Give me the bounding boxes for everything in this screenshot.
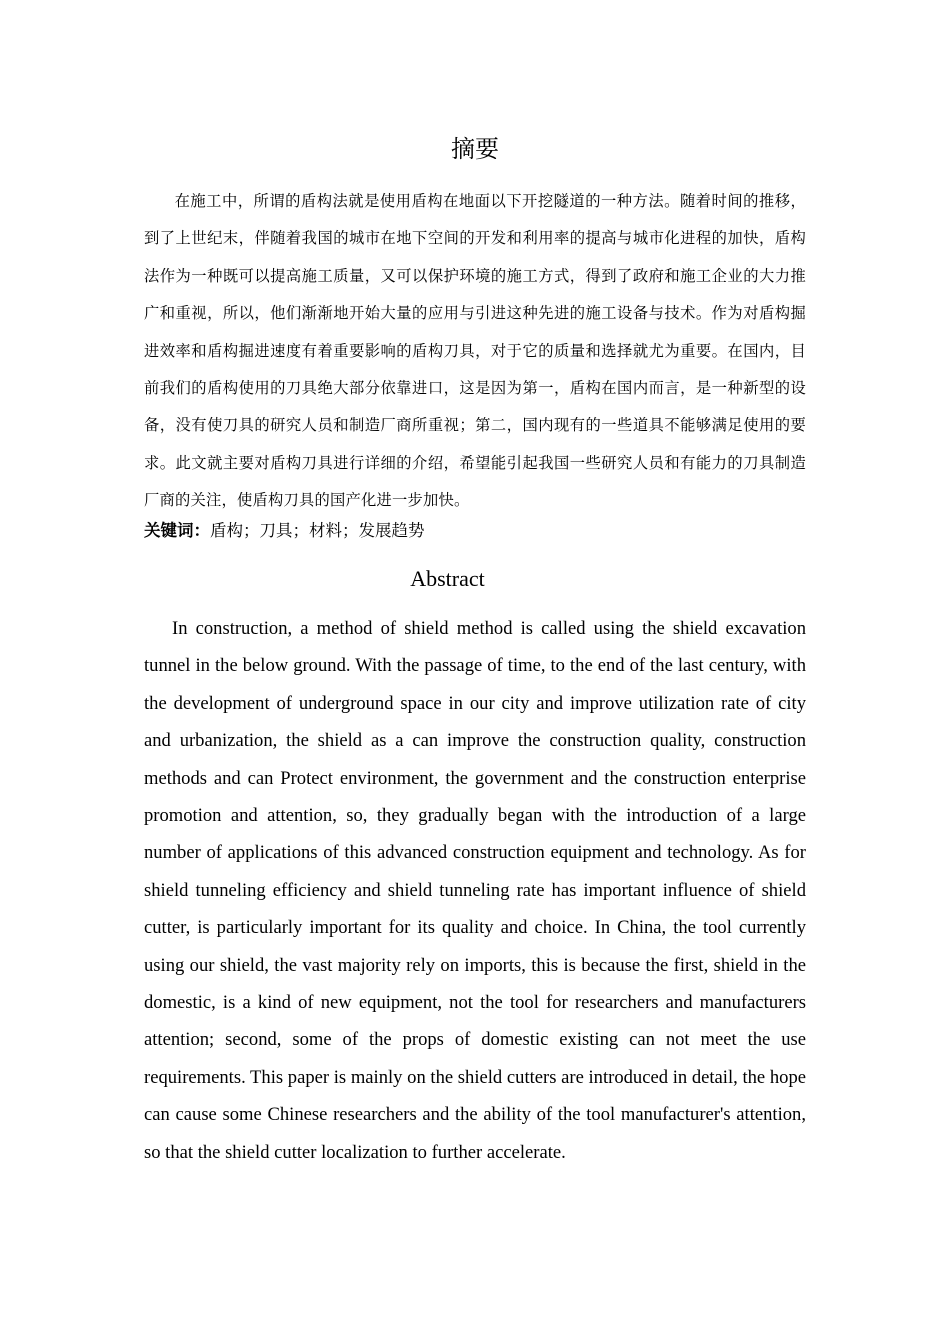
chinese-abstract-body: 在施工中，所谓的盾构法就是使用盾构在地面以下开挖隧道的一种方法。随着时间的推移，到了上世纪末，伴随着我国的城市在地下空间的开发和利用率的提高与城市化进程的加快，盾构法作为一种既可以提高施工质量，又可以保护环境的施工方式，得到了政府和施工企业的大力推广和重视，所以，他们渐渐地开始大量的应用与引进这种先进的施工设备与技术。作为对盾构掘进效率和盾构掘进速度有着重要影响的盾构刀具，对于它的质量和选择就尤为重要。在国内，目前我们的盾构使用的刀具绝大部分依靠进口，这是因为第一，盾构在国内而言，是一种新型的设备，没有使刀具的研究人员和制造厂商所重视；第二，国内现有的一些道具不能够满足使用的要求。此文就主要对盾构刀具进行详细的介绍，希望能引起我国一些研究人员和有能力的刀具制造厂商的关注，使盾构刀具的国产化进一步加快。	[144, 192, 806, 510]
keywords-label: 关键词：	[144, 521, 210, 540]
chinese-keywords	[144, 516, 806, 546]
english-abstract-title: Abstract	[410, 566, 485, 591]
chinese-abstract-title: 摘要	[451, 135, 499, 163]
english-abstract-body: In construction, a method of shield method is called using the shield excavation tunnel in the below ground. With the passage of time, to the end of the last century, with the development of underground space in our city and improve utilization rate of city and urbanization, the shield as a can improve the construction quality, construction methods and can Protect environment, the government and the construction enterprise promotion and attention, so, they gradually began with the introduction of a large number of applications of this advanced construction equipment and technology. As for shield tunneling efficiency and shield tunneling rate has important influence of shield cutter, is particularly important for its quality and choice. In China, the tool currently using our shield, the vast majority rely on imports, this is because the first, shield in the domestic, is a kind of new equipment, not the tool for researchers and manufacturers attention; second, some of the props of domestic existing can not meet the use requirements. This paper is mainly on the shield cutters are introduced in detail, the hope can cause some Chinese researchers and the ability of the tool manufacturer's attention, so that the shield cutter localization to further accelerate.	[144, 618, 806, 1163]
keywords-list: 盾构；刀具；材料；发展趋势	[210, 521, 425, 540]
